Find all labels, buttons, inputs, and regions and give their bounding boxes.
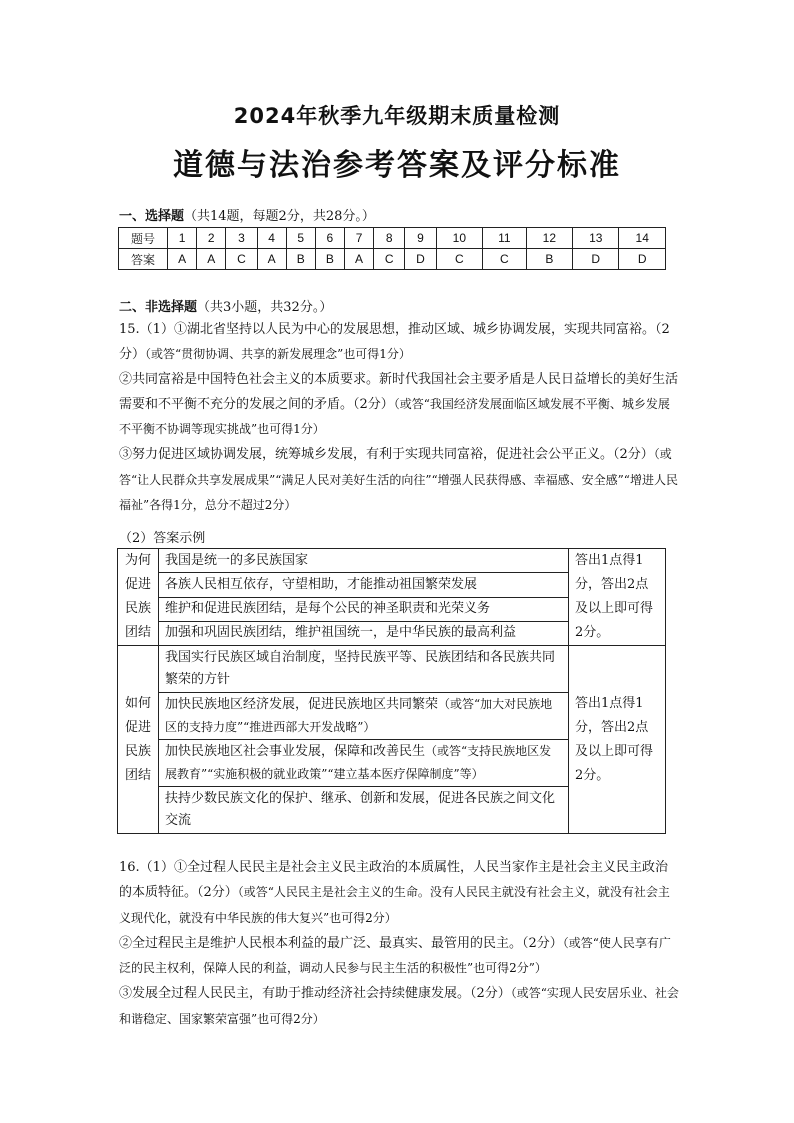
answer-cell: B: [526, 249, 572, 270]
question-number: 11: [483, 228, 527, 249]
q16-point2-text: ②全过程民主是维护人民根本利益的最广泛、最真实、最管用的民主。（2分）: [119, 935, 563, 951]
exam-title: 2024年秋季九年级期末质量检测: [233, 104, 561, 128]
how-item-text: 我国实行民族区域自治制度，坚持民族平等、民族团结和各民族共同繁荣的方针: [165, 650, 556, 687]
why-score: 答出1点得1分，答出2点及以上即可得2分。: [569, 549, 666, 646]
why-item: 各族人民相互依存，守望相助，才能推动祖国繁荣发展: [159, 573, 569, 597]
section2-note: （共3小题，共32分。）: [197, 300, 333, 315]
answer-cell: A: [344, 249, 373, 270]
question-number: 13: [573, 228, 619, 249]
section2-heading: [119, 296, 332, 315]
how-item-text: 加快民族地区社会事业发展，保障和改善民生: [165, 744, 426, 759]
answer-cell: D: [573, 249, 619, 270]
q16-point2-note: （或答“使人民享有广泛的民主权利，保障人民的利益，调动人民参与民主生活的积极性”也可得2分”）: [119, 935, 671, 976]
q15-point2: [119, 368, 679, 443]
how-item: [159, 787, 569, 834]
ethnic-unity-table: [117, 548, 666, 834]
q15-point3-note: （或答“让人民群众共享发展成果”“满足人民对美好生活的向往”“增强人民获得感、幸福感、安全感”“增进人民福祉”各得1分，总分不超过2分）: [119, 447, 678, 513]
section1-label: 一、选择题: [119, 209, 185, 224]
question-number: 4: [257, 228, 286, 249]
q15-part2-heading: （2）答案示例: [119, 531, 206, 546]
q16-point3-text: ③发展全过程人民民主，有助于推动经济社会持续健康发展。（2分）: [119, 986, 511, 1002]
how-row: [118, 646, 666, 693]
q16-point1: [119, 856, 679, 931]
q15-point2-note: （或答“我国经济发展面临区域发展不平衡、城乡发展不平衡不协调等现实挑战”也可得1分）: [119, 396, 670, 437]
multiple-choice-table: [118, 227, 666, 270]
how-item-text: 加快民族地区经济发展，促进民族地区共同繁荣: [165, 697, 439, 712]
question-number: 2: [197, 228, 226, 249]
question-number: 5: [286, 228, 315, 249]
q15-point1-text: 15.（1）①湖北省坚持以人民为中心的发展思想，推动区域、城乡协调发展，实现共同富裕。: [119, 322, 655, 337]
q15-point1: [119, 318, 679, 368]
q16-point1-text: 16.（1）①全过程人民民主是社会主义民主政治的本质属性，人民当家作主是社会主义民主政治的本质特征。（2分）: [119, 860, 668, 901]
how-item-text: 扶持少数民族文化的保护、继承、创新和发展，促进各民族之间文化交流: [165, 791, 556, 828]
section2-label: 二、非选择题: [119, 300, 198, 315]
answer-key-title: 道德与法治参考答案及评分标准: [173, 148, 621, 183]
question-number: 10: [436, 228, 482, 249]
q16-point3: [119, 981, 679, 1032]
q15-point3-text: ③努力促进区域协调发展，统筹城乡发展，有利于实现共同富裕，促进社会公平正义。（2分）: [119, 447, 654, 463]
q15-point1-note: （或答“贯彻协调、共享的新发展理念”也可得1分）: [145, 347, 411, 362]
question-number: 8: [374, 228, 405, 249]
how-item: [159, 646, 569, 693]
answer-cell: C: [226, 249, 257, 270]
how-item: [159, 740, 569, 787]
how-score: 答出1点得1分，答出2点及以上即可得2分。: [569, 646, 666, 834]
answer-cell: A: [257, 249, 286, 270]
answer-cell: C: [436, 249, 482, 270]
q16-point2: [119, 931, 679, 982]
why-item: 维护和促进民族团结，是每个公民的神圣职责和光荣义务: [159, 597, 569, 621]
why-label: 为何促进民族团结: [118, 549, 159, 646]
how-label: 如何促进民族团结: [118, 646, 159, 834]
answer-cell: C: [483, 249, 527, 270]
question-number: 3: [226, 228, 257, 249]
q16-point1-note: （或答“人民民主是社会主义的生命。没有人民民主就没有社会主义，就没有社会主义现代化，就没有中华民族的伟大复兴”也可得2分）: [119, 885, 670, 925]
row-label-answer: 答案: [119, 249, 168, 270]
question-number: 14: [619, 228, 666, 249]
q16-point3-note: （或答“实现人民安居乐业、社会和谐稳定、国家繁荣富强”也可得2分）: [119, 986, 679, 1026]
why-row: [118, 549, 666, 573]
section1-note: （共14题，每题2分，共28分。）: [184, 209, 375, 224]
answer-cell: B: [286, 249, 315, 270]
answer-cell: A: [197, 249, 226, 270]
answer-cell: B: [315, 249, 344, 270]
why-item: 我国是统一的多民族国家: [159, 549, 569, 573]
answer-cell: D: [405, 249, 436, 270]
q16-part1: [119, 856, 679, 1032]
q15-point2-text: ②共同富裕是中国特色社会主义的本质要求。新时代我国社会主要矛盾是人民日益增长的美好生活需要和不平衡不充分的发展之间的矛盾。（2分）: [119, 371, 679, 412]
q15-point3: [119, 442, 679, 518]
answer-row: [119, 249, 666, 270]
question-number-row: [119, 228, 666, 249]
question-number: 1: [168, 228, 197, 249]
q15-part1: [119, 318, 679, 518]
how-item-note: （或答“支持民族地区发展教育”“实施积极的就业政策”“建立基本医疗保障制度”等）: [165, 744, 552, 781]
row-label-number: 题号: [119, 228, 168, 249]
how-item: [159, 693, 569, 740]
answer-cell: C: [374, 249, 405, 270]
answer-cell: D: [619, 249, 666, 270]
q15-point1-score: （2分）: [119, 322, 670, 363]
question-number: 12: [526, 228, 572, 249]
why-item: 加强和巩固民族团结，维护祖国统一，是中华民族的最高利益: [159, 621, 569, 645]
question-number: 9: [405, 228, 436, 249]
how-item-note: （或答“加大对民族地区的支持力度”“推进西部大开发战略”）: [165, 697, 553, 734]
answer-cell: A: [168, 249, 197, 270]
section1-heading: [119, 205, 375, 224]
question-number: 6: [315, 228, 344, 249]
question-number: 7: [344, 228, 373, 249]
